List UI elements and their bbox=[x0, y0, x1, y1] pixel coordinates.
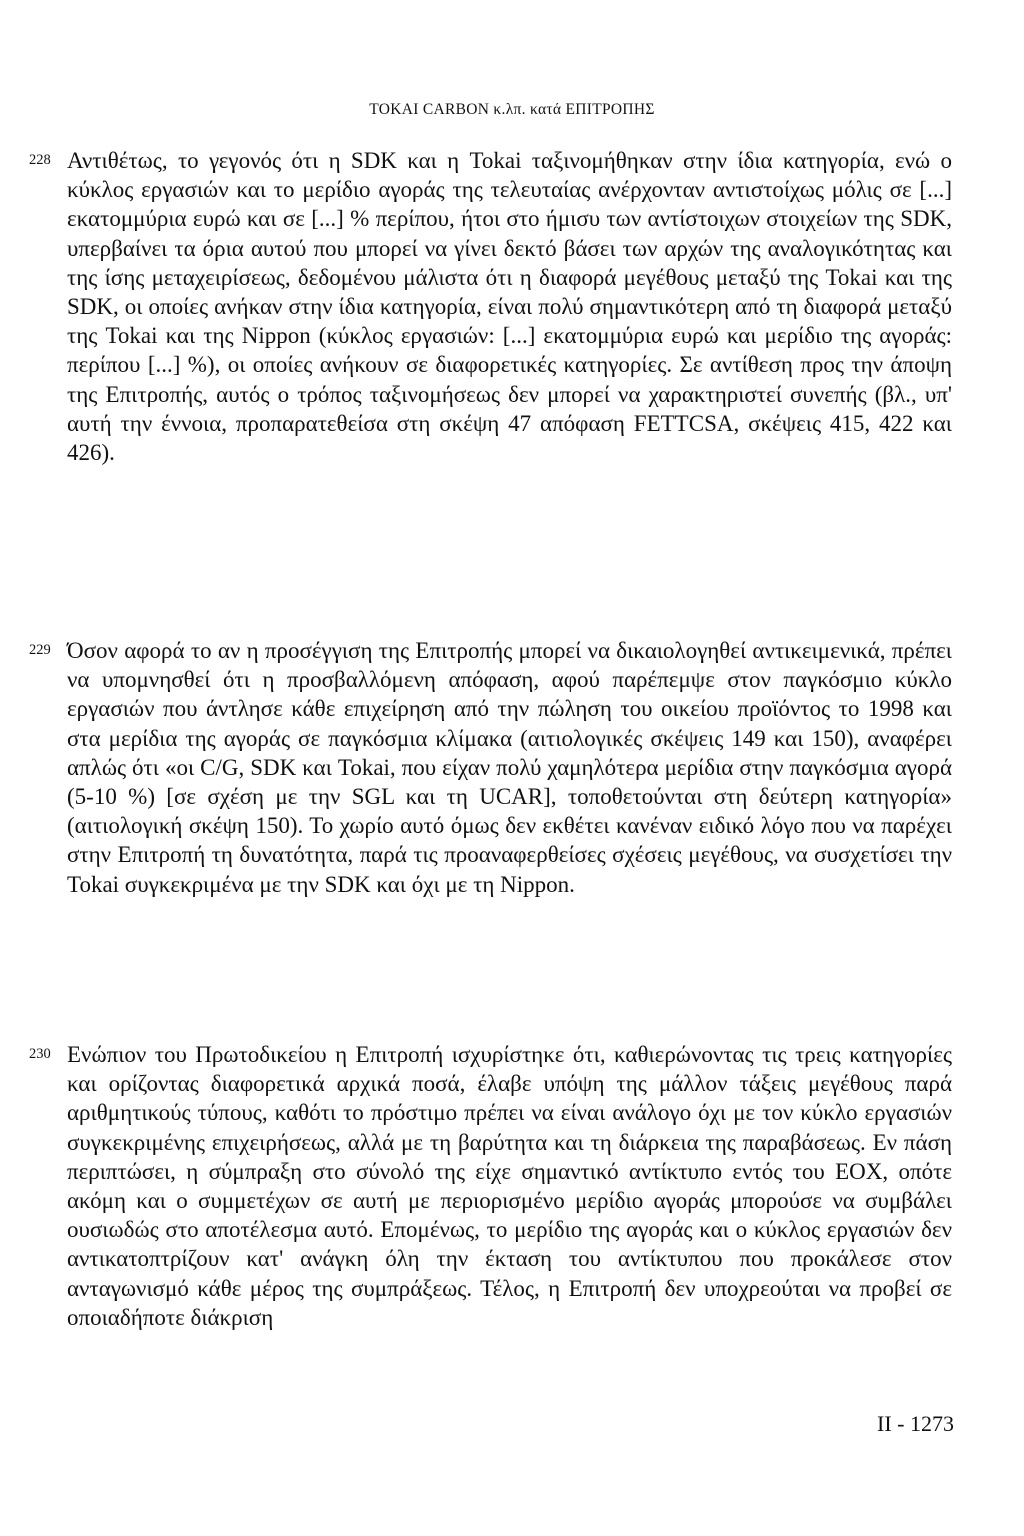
running-header: TOKAI CARBON κ.λπ. κατά ΕΠΙΤΡΟΠΗΣ bbox=[369, 101, 655, 118]
paragraph-text: Όσον αφορά το αν η προσέγγιση της Επιτροπής μπορεί να δικαιολογηθεί αντικειμενικά, πρέπει να υπομνησθεί ότι η προσβαλλόμενη απόφαση, αφού παρέπεμψε στον παγκόσμιο κύκλο εργασιών που άντλησε κάθε επιχείρηση από την πώληση του οικείου προϊόντος το 1998 και στα μερίδια της αγοράς σε παγκόσμια κλίμακα (αιτιολογικές σκέψεις 149 και 150), αναφέρει απλώς ότι «οι C/G, SDK και Tokai, που είχαν πολύ χαμηλότερα μερίδια στην παγκόσμια αγορά (5-10 %) [σε σχέση με την SGL και τη UCAR], τοποθετούνται στη δεύτερη κατηγορία» (αιτιολογική σκέψη 150). Το χωρίο αυτό όμως δεν εκθέτει κανέναν ειδικό λόγο που να παρέχει στην Επιτροπή τη δυνατότητα, παρά τις προαναφερθείσες σχέσεις μεγέθους, να συσχετίσει την Tokai συγκεκριμένα με την SDK και όχι με τη Nippon. bbox=[67, 638, 952, 897]
paragraph-number: 230 bbox=[29, 1046, 51, 1062]
page-number: II - 1273 bbox=[877, 1411, 954, 1436]
paragraph-text: Ενώπιον του Πρωτοδικείου η Επιτροπή ισχυρίστηκε ότι, καθιερώνοντας τις τρεις κατηγορίες και ορίζοντας διαφορετικά αρχικά ποσά, έλαβε υπόψη της μάλλον τάξεις μεγέθους παρά αριθμητικούς τύπους, καθότι το πρόστιμο πρέπει να είναι ανάλογο όχι με τον κύκλο εργασιών συγκεκριμένης επιχειρήσεως, αλλά με τη βαρύτητα και τη διάρκεια της παραβάσεως. Εν πάση περιπτώσει, η σύμπραξη στο σύνολό της είχε σημαντικό αντίκτυπο εντός του ΕΟΧ, οπότε ακόμη και ο συμμετέχων σε αυτή με περιορισμένο μερίδιο αγοράς μπορούσε να συμβάλει ουσιωδώς στο αποτέλεσμα αυτό. Επομένως, το μερίδιο της αγοράς και ο κύκλος εργασιών δεν αντικατοπτρίζουν κατ' ανάγκη όλη την έκταση του αντίκτυπου που προκάλεσε στον ανταγωνισμό κάθε μέρος της συμπράξεως. Τέλος, η Επιτροπή δεν υποχρεούται να προβεί σε οποιαδήποτε διάκριση bbox=[67, 1042, 952, 1330]
paragraph-number: 229 bbox=[29, 642, 51, 658]
paragraph-number: 228 bbox=[29, 152, 51, 168]
paragraph-text: Αντιθέτως, το γεγονός ότι η SDK και η Tokai ταξινομήθηκαν στην ίδια κατηγορία, ενώ ο κύκλος εργασιών και το μερίδιο αγοράς της τελευταίας ανέρχονταν αντιστοίχως μόλις σε [...] εκατομμύρια ευρώ και σε [...] % περίπου, ήτοι στο ήμισυ των αντίστοιχων στοιχείων της SDK, υπερβαίνει τα όρια αυτού που μπορεί να γίνει δεκτό βάσει των αρχών της αναλογικότητας και της ίσης μεταχειρίσεως, δεδομένου μάλιστα ότι η διαφορά μεγέθους μεταξύ της Tokai και της SDK, οι οποίες ανήκαν στην ίδια κατηγορία, είναι πολύ σημαντικότερη από τη διαφορά μεταξύ της Tokai και της Nippon (κύκλος εργασιών: [...] εκατομμύρια ευρώ και μερίδιο της αγοράς: περίπου [...] %), οι οποίες ανήκουν σε διαφορετικές κατηγορίες. Σε αντίθεση προς την άποψη της Επιτροπής, αυτός ο τρόπος ταξινομήσεως δεν μπορεί να χαρακτηριστεί συνεπής (βλ., υπ' αυτή την έννοια, προπαρατεθείσα στη σκέψη 47 απόφαση FETTCSA, σκέψεις 415, 422 και 426). bbox=[67, 148, 952, 466]
